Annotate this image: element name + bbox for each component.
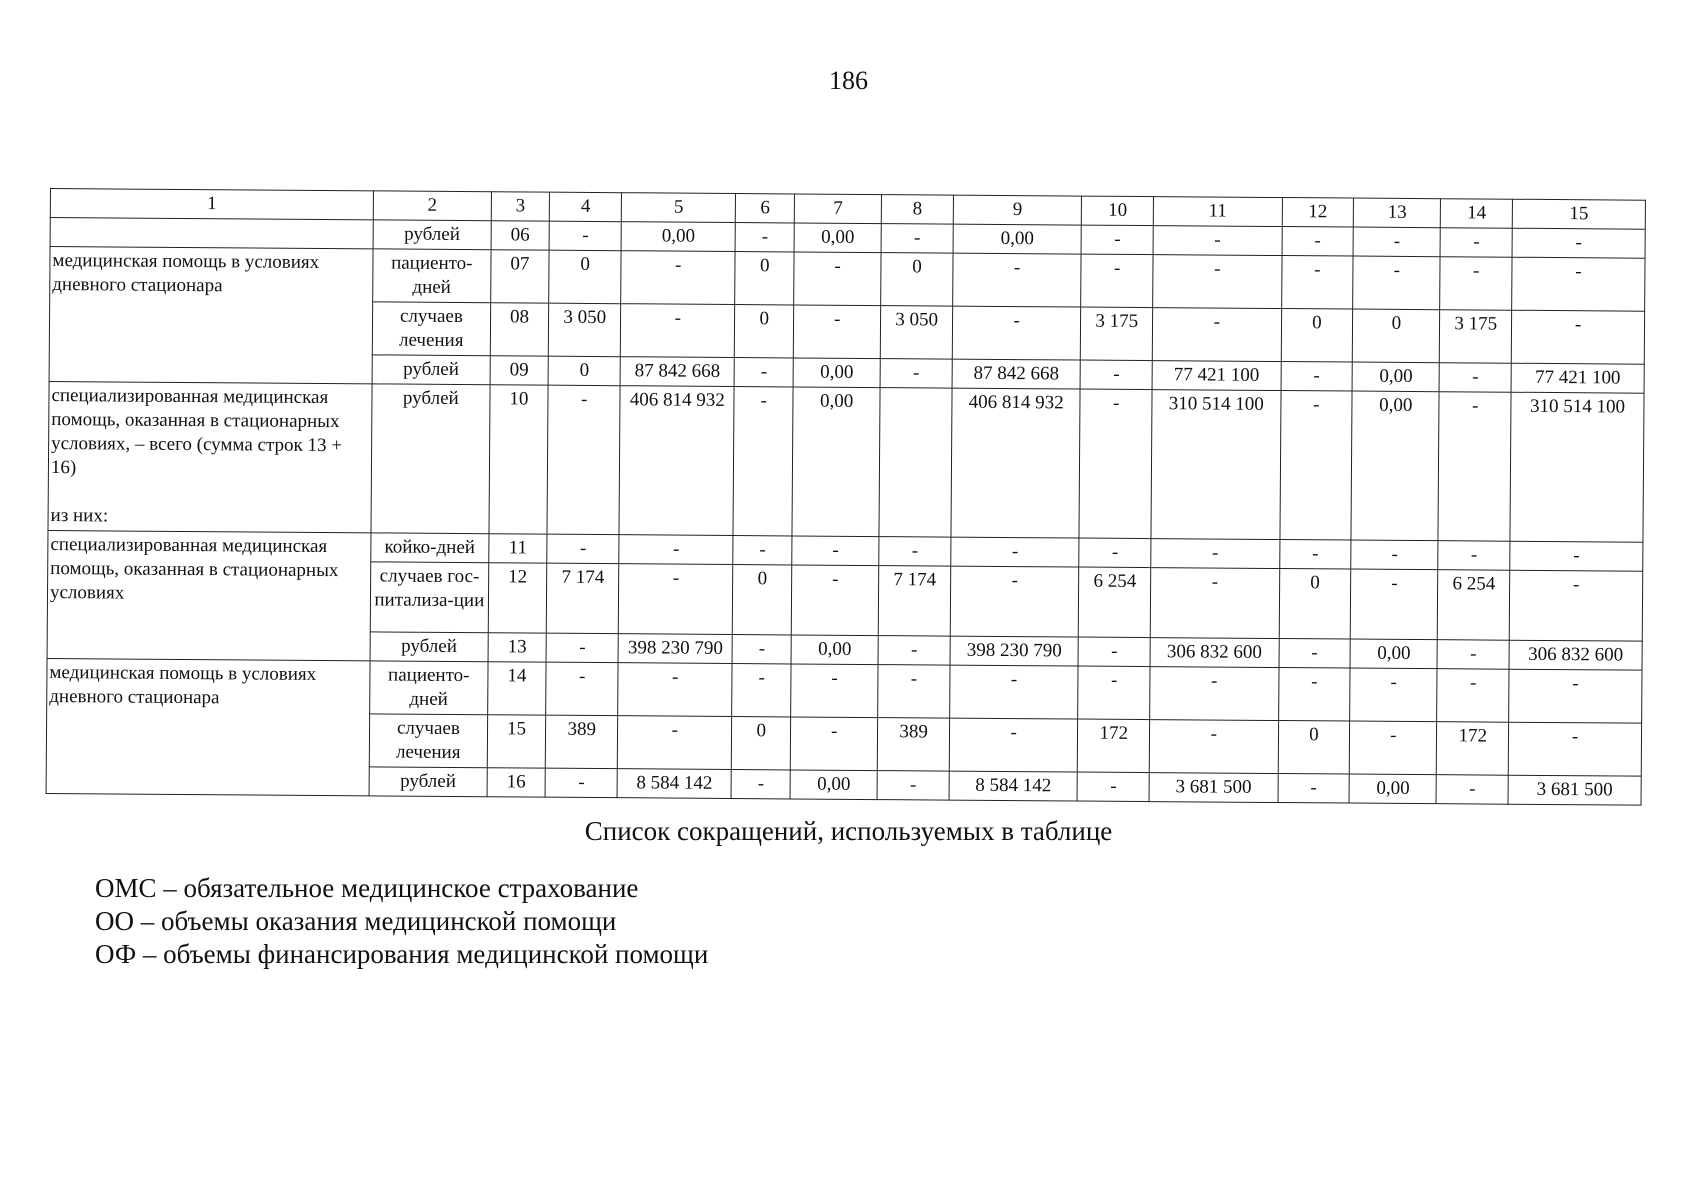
unit-cell: случаев гос-питализа-ции <box>370 562 488 633</box>
row-number-cell: 07 <box>490 250 549 303</box>
row-group-text: медицинская помощь в условиях дневного стационара <box>49 662 317 709</box>
value-cell: - <box>732 635 791 664</box>
value-cell: - <box>1437 640 1509 670</box>
value-cell: - <box>877 771 949 801</box>
value-cell: - <box>546 662 618 716</box>
abbreviations-title: Список сокращений, используемых в таблице <box>584 816 1113 846</box>
value-cell: 6 254 <box>1079 567 1151 638</box>
value-cell: 0 <box>1281 309 1353 363</box>
value-cell: - <box>1509 570 1642 641</box>
row-group-note: из них: <box>50 505 109 527</box>
value-cell: 310 514 100 <box>1510 392 1644 542</box>
value-cell: - <box>1351 540 1438 570</box>
value-cell: 0 <box>735 252 794 305</box>
value-cell: 406 814 932 <box>619 386 734 536</box>
value-cell: - <box>617 716 732 770</box>
value-cell: - <box>1079 389 1152 539</box>
value-cell: - <box>1278 668 1350 722</box>
value-cell: 77 421 100 <box>1152 361 1281 391</box>
value-cell: 0,00 <box>621 222 735 252</box>
value-cell: - <box>880 359 952 389</box>
value-cell: - <box>790 717 877 771</box>
table-row <box>48 381 1644 542</box>
value-cell: 0,00 <box>1351 391 1439 541</box>
value-cell: 3 175 <box>1081 307 1153 361</box>
column-header: 3 <box>491 192 550 221</box>
value-cell: - <box>1151 539 1280 569</box>
value-cell: 0,00 <box>1352 362 1439 392</box>
value-cell: 0,00 <box>794 223 881 253</box>
value-cell: - <box>1512 228 1645 258</box>
value-cell: - <box>1279 540 1351 570</box>
value-cell: - <box>1511 310 1644 364</box>
value-cell: - <box>1077 772 1149 802</box>
column-header: 4 <box>550 192 622 222</box>
value-cell: 0 <box>548 356 620 386</box>
value-cell: - <box>1351 569 1439 640</box>
value-cell: - <box>735 223 794 252</box>
value-cell: - <box>1279 391 1352 541</box>
value-cell: 8 584 142 <box>949 771 1078 801</box>
column-header: 10 <box>1082 196 1154 226</box>
value-cell: - <box>1079 538 1151 568</box>
value-cell: - <box>1150 568 1279 639</box>
column-header: 7 <box>794 194 881 224</box>
value-cell: 3 175 <box>1440 310 1512 364</box>
page-number: 186 <box>829 66 868 95</box>
value-cell: 389 <box>877 718 949 772</box>
value-cell: - <box>1078 666 1150 720</box>
value-cell: - <box>1439 363 1511 393</box>
value-cell: - <box>1081 254 1153 308</box>
value-cell: - <box>1350 721 1437 775</box>
value-cell: 389 <box>546 715 618 769</box>
data-table <box>46 188 1646 806</box>
value-cell: - <box>1150 667 1279 721</box>
value-cell: - <box>1281 256 1353 310</box>
column-header: 12 <box>1282 198 1354 228</box>
value-cell: - <box>546 633 618 663</box>
row-group-text: специализированная медицинская помощь, оказанная в стационарных условиях, – всего (сумма строк 13 + 16) <box>50 385 343 479</box>
row-group-label <box>49 247 373 384</box>
value-cell: - <box>1508 722 1641 776</box>
value-cell: 172 <box>1078 719 1150 773</box>
value-cell: 3 050 <box>549 303 621 357</box>
value-cell: - <box>618 663 733 717</box>
value-cell: 398 230 790 <box>618 634 732 664</box>
value-cell: 3 050 <box>880 306 952 360</box>
value-cell: - <box>733 387 793 536</box>
column-header: 13 <box>1354 198 1441 228</box>
value-cell: - <box>950 665 1079 719</box>
value-cell: - <box>881 224 953 254</box>
value-cell: - <box>792 536 879 566</box>
column-header: 11 <box>1153 197 1282 227</box>
row-group-text: специализированная медицинская помощь, оказанная в стационарных условиях <box>49 534 339 604</box>
value-cell: 0 <box>549 250 621 304</box>
row-number-cell: 13 <box>488 633 547 662</box>
value-cell: - <box>1281 362 1353 392</box>
value-cell: 0 <box>1353 309 1440 363</box>
value-cell: - <box>950 566 1079 637</box>
value-cell: - <box>549 221 621 251</box>
value-cell: - <box>1282 227 1354 257</box>
column-header: 6 <box>736 194 795 223</box>
unit-cell: пациенто-дней <box>373 249 491 303</box>
value-cell: - <box>732 664 791 717</box>
column-header: 8 <box>881 195 953 225</box>
value-cell: 0,00 <box>790 770 877 800</box>
value-cell: - <box>794 252 881 306</box>
abbreviation-item: ОО – объемы оказания медицинской помощи <box>95 906 617 936</box>
value-cell: 398 230 790 <box>950 636 1079 666</box>
column-header: 9 <box>953 195 1082 225</box>
value-cell: - <box>1152 308 1281 362</box>
row-number-cell: 06 <box>491 221 550 250</box>
data-table-container <box>46 188 1646 806</box>
value-cell: - <box>952 306 1081 360</box>
value-cell: - <box>547 385 620 535</box>
value-cell: - <box>1440 228 1512 258</box>
value-cell: 0 <box>733 565 792 635</box>
value-cell: - <box>547 534 619 564</box>
unit-cell: случаев лечения <box>369 714 487 768</box>
value-cell: 3 681 500 <box>1508 775 1641 805</box>
row-group-label <box>47 530 371 660</box>
value-cell: - <box>791 565 879 636</box>
unit-cell: койко-дней <box>371 533 489 563</box>
value-cell: - <box>619 535 733 565</box>
value-cell: 87 842 668 <box>620 357 734 387</box>
value-cell: 0,00 <box>791 635 878 665</box>
value-cell: - <box>879 537 951 567</box>
unit-cell: случаев лечения <box>372 302 490 356</box>
value-cell: 7 174 <box>878 566 950 637</box>
value-cell: - <box>793 305 880 359</box>
row-number-cell: 14 <box>487 662 546 715</box>
column-header: 14 <box>1441 199 1513 229</box>
value-cell: - <box>878 665 950 719</box>
value-cell: - <box>1350 668 1437 722</box>
abbreviations-list <box>95 872 708 971</box>
value-cell: - <box>1078 637 1150 667</box>
value-cell: - <box>731 770 790 799</box>
row-group-label <box>46 658 370 795</box>
column-header: 2 <box>373 191 491 221</box>
abbreviation-item: ОМС – обязательное медицинское страхование <box>95 873 639 903</box>
value-cell: - <box>1510 541 1643 571</box>
row-number-cell: 16 <box>487 768 546 797</box>
row-number-cell: 11 <box>488 534 547 563</box>
value-cell: - <box>733 536 792 565</box>
value-cell: - <box>949 718 1078 772</box>
value-cell: 7 174 <box>547 563 619 634</box>
value-cell: 0 <box>732 717 791 770</box>
table-row <box>47 658 1642 723</box>
value-cell: - <box>1438 392 1511 542</box>
table-row <box>50 247 1645 312</box>
value-cell: 0,00 <box>953 224 1082 254</box>
value-cell: 0,00 <box>793 358 880 388</box>
value-cell: - <box>1512 257 1645 311</box>
value-cell: - <box>1353 227 1440 257</box>
value-cell: 8 584 142 <box>617 769 731 799</box>
value-cell: - <box>878 636 950 666</box>
value-cell: - <box>618 564 733 635</box>
value-cell: 0,00 <box>1349 774 1436 804</box>
value-cell: 306 832 600 <box>1150 638 1279 668</box>
value-cell: - <box>1353 256 1440 310</box>
value-cell: - <box>953 253 1082 307</box>
column-header: 1 <box>50 189 373 220</box>
value-cell: - <box>545 768 617 798</box>
value-cell: - <box>621 251 736 305</box>
value-cell: - <box>734 358 793 387</box>
value-cell: - <box>1438 541 1510 571</box>
value-cell: - <box>1440 257 1512 311</box>
value-cell: 310 514 100 <box>1151 390 1280 540</box>
unit-cell: рублей <box>371 384 490 534</box>
row-group-label <box>50 218 373 249</box>
unit-cell: рублей <box>369 767 487 797</box>
row-group-label <box>48 381 372 532</box>
value-cell: - <box>1436 775 1508 805</box>
column-header: 15 <box>1512 199 1645 229</box>
value-cell: - <box>1278 774 1350 804</box>
row-group-text: медицинская помощь в условиях дневного стационара <box>52 250 320 297</box>
row-number-cell: 10 <box>489 385 549 534</box>
value-cell: 3 681 500 <box>1149 773 1278 803</box>
value-cell: 306 832 600 <box>1509 640 1642 670</box>
value-cell: - <box>1437 669 1509 723</box>
value-cell: 172 <box>1437 722 1509 776</box>
value-cell: 6 254 <box>1438 570 1510 641</box>
value-cell: 0 <box>1279 569 1351 640</box>
value-cell: - <box>1509 669 1642 723</box>
row-number-cell: 12 <box>488 563 547 633</box>
value-cell: 77 421 100 <box>1511 363 1644 393</box>
value-cell: 406 814 932 <box>951 388 1080 538</box>
unit-cell: пациенто-дней <box>370 661 488 715</box>
row-number-cell: 15 <box>487 715 546 768</box>
value-cell: 0 <box>735 305 794 358</box>
row-number-cell: 09 <box>490 356 549 385</box>
value-cell: - <box>1081 225 1153 255</box>
value-cell: - <box>1279 639 1351 669</box>
value-cell: - <box>620 304 735 358</box>
value-cell: - <box>1153 226 1282 256</box>
value-cell: - <box>791 664 878 718</box>
value-cell: 87 842 668 <box>952 359 1081 389</box>
row-number-cell: 08 <box>490 303 549 356</box>
abbreviation-item: ОФ – объемы финансирования медицинской помощи <box>95 939 709 969</box>
unit-cell: рублей <box>370 632 488 662</box>
value-cell: - <box>1149 720 1278 774</box>
value-cell: 0 <box>881 253 953 307</box>
table-body <box>46 218 1645 806</box>
value-cell <box>879 388 952 538</box>
value-cell: - <box>951 537 1080 567</box>
value-cell: - <box>1153 255 1282 309</box>
unit-cell: рублей <box>373 220 491 250</box>
value-cell: 0,00 <box>1350 639 1437 669</box>
value-cell: - <box>1080 360 1152 390</box>
value-cell: 0,00 <box>792 387 880 537</box>
unit-cell: рублей <box>372 355 490 385</box>
value-cell: 0 <box>1278 721 1350 775</box>
column-header: 5 <box>621 193 735 223</box>
